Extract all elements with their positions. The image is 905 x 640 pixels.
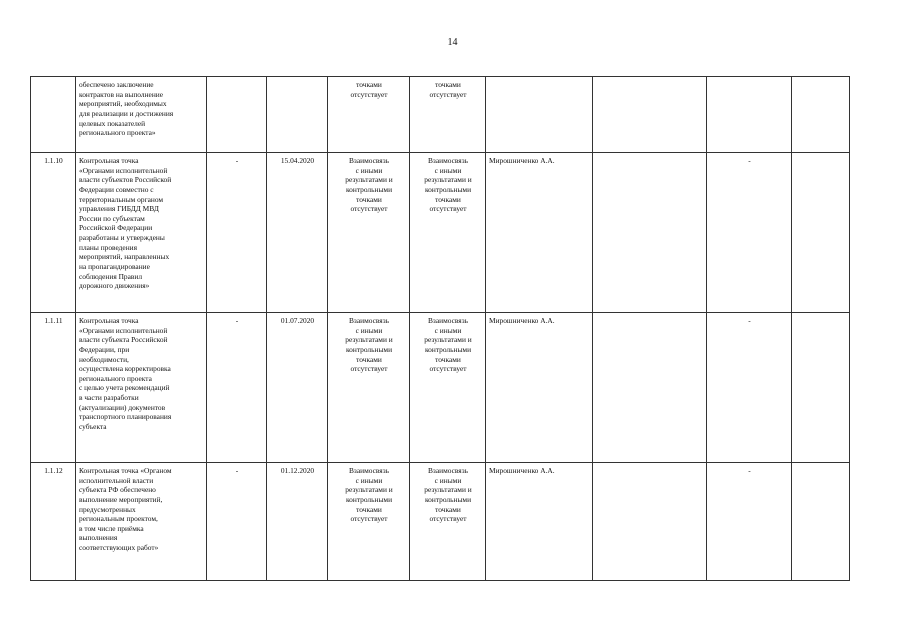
- row-level: -: [707, 153, 792, 313]
- row-number: 1.1.10: [31, 153, 76, 313]
- row-start-date: -: [207, 463, 267, 581]
- control-points-table: [30, 76, 850, 581]
- row-end-date: 15.04.2020: [267, 153, 328, 313]
- row-end-date: [267, 77, 328, 153]
- row-number: 1.1.11: [31, 313, 76, 463]
- row-responsible: Мирошниченко А.А.: [486, 313, 593, 463]
- row-previous-link: точками отсутствует: [328, 77, 410, 153]
- row-number: [31, 77, 76, 153]
- table-row: [31, 313, 850, 463]
- row-document: [593, 313, 707, 463]
- row-start-date: [207, 77, 267, 153]
- row-document: [593, 463, 707, 581]
- row-document: [593, 153, 707, 313]
- row-level: [707, 77, 792, 153]
- table-row: [31, 463, 850, 581]
- row-previous-link: Взаимосвязь с иными результатами и контрольными точками отсутствует: [328, 463, 410, 581]
- row-responsible: Мирошниченко А.А.: [486, 463, 593, 581]
- row-next-link: Взаимосвязь с иными результатами и контрольными точками отсутствует: [410, 153, 486, 313]
- row-number: 1.1.12: [31, 463, 76, 581]
- row-name: Контрольная точка «Органами исполнительной власти субъектов Российской Федерации совместно с территориальным органом управления ГИБДД МВД России по субъектам Российской Федерации разработаны и утверждены планы проведения мероприятий, направленных на пропагандирование соблюдения Правил дорожного движения»: [76, 153, 207, 313]
- row-level: -: [707, 463, 792, 581]
- row-next-link: точками отсутствует: [410, 77, 486, 153]
- row-end-date: 01.07.2020: [267, 313, 328, 463]
- row-extra: [792, 153, 850, 313]
- row-start-date: -: [207, 153, 267, 313]
- row-next-link: Взаимосвязь с иными результатами и контрольными точками отсутствует: [410, 313, 486, 463]
- row-responsible: [486, 77, 593, 153]
- row-previous-link: Взаимосвязь с иными результатами и контрольными точками отсутствует: [328, 313, 410, 463]
- row-previous-link: Взаимосвязь с иными результатами и контрольными точками отсутствует: [328, 153, 410, 313]
- table-row: [31, 153, 850, 313]
- row-next-link: Взаимосвязь с иными результатами и контрольными точками отсутствует: [410, 463, 486, 581]
- row-start-date: -: [207, 313, 267, 463]
- row-extra: [792, 463, 850, 581]
- row-end-date: 01.12.2020: [267, 463, 328, 581]
- row-extra: [792, 77, 850, 153]
- table-row: [31, 77, 850, 153]
- row-document: [593, 77, 707, 153]
- row-name: Контрольная точка «Органом исполнительной власти субъекта РФ обеспечено выполнение мероприятий, предусмотренных региональным проектом, в том числе приёмка выполнения соответствующих работ»: [76, 463, 207, 581]
- row-responsible: Мирошниченко А.А.: [486, 153, 593, 313]
- row-name: Контрольная точка «Органами исполнительной власти субъекта Российской Федерации, при необходимости, осуществлена корректировка регионального проекта с целью учета рекомендаций в части разработки (актуализации) документов транспортного планирования субъекта: [76, 313, 207, 463]
- row-name: обеспечено заключение контрактов на выполнение мероприятий, необходимых для реализации и достижения целевых показателей регионального проекта»: [76, 77, 207, 153]
- row-level: -: [707, 313, 792, 463]
- row-extra: [792, 313, 850, 463]
- page-number: 14: [447, 37, 458, 48]
